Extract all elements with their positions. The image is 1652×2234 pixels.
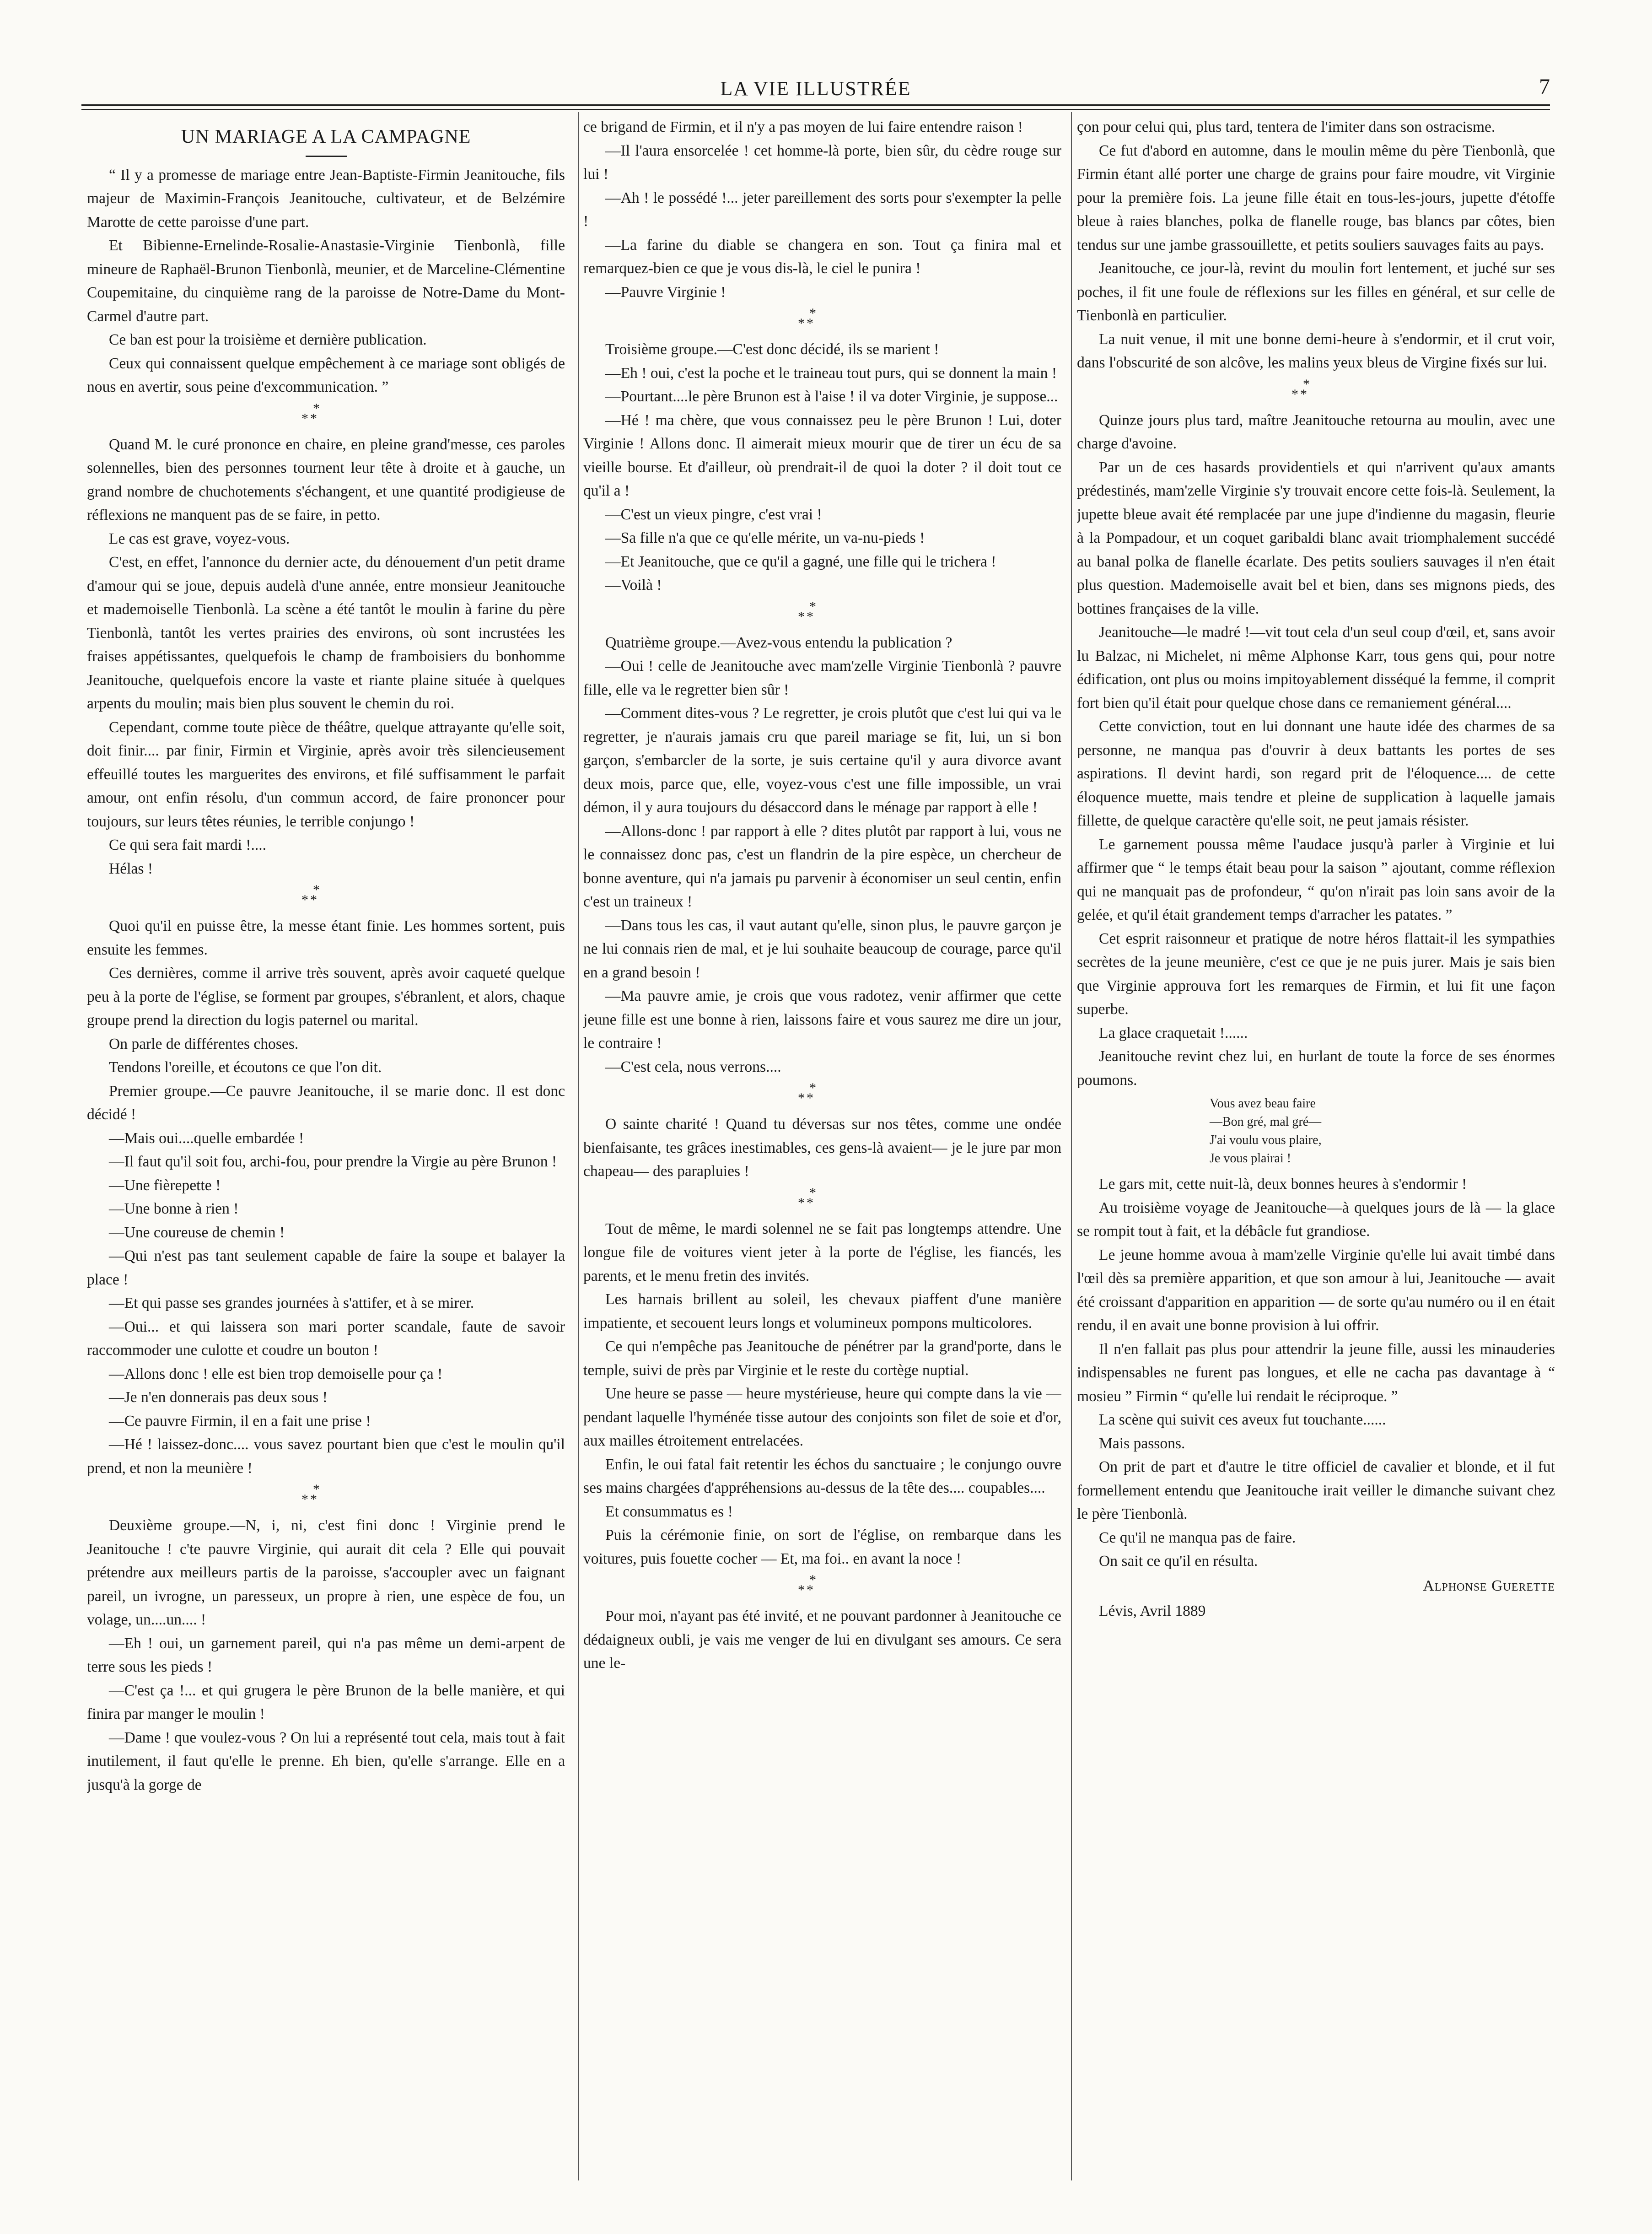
paragraph: —Sa fille n'a que ce qu'elle mérite, un va-nu-pieds !	[605, 529, 925, 546]
paragraph: —Voilà !	[605, 577, 662, 594]
paragraph: —Eh ! oui, un garnement pareil, qui n'a pas même un demi-arpent de terre sous les pieds !	[87, 1635, 565, 1675]
paragraph: —Dans tous les cas, il vaut autant qu'elle, sinon plus, le pauvre garçon je ne lui connais rien de mal, et je lui souhaite beaucoup de courage, parce qu'il en a grand besoin !	[583, 917, 1061, 981]
paragraph: Le gars mit, cette nuit-là, deux bonnes heures à s'endormir !	[1099, 1176, 1467, 1193]
paragraph: Les harnais brillent au soleil, les chevaux piaffent d'une manière impatiente, et secouent leurs longs et volumineux pompons multicolores.	[583, 1291, 1061, 1332]
separator-star: *	[1303, 376, 1312, 392]
paragraph: Le jeune homme avoua à mam'zelle Virginie qu'elle lui avait timbé dans l'œil dès sa première apparition, et que son amour à lui, Jeanitouche — avait été croissant d'apparition en apparition — de sorte qu'au numéro ou il en était rendu, il en avait une bonne provision à lui offrir.	[1077, 1246, 1555, 1334]
separator-star: *	[809, 306, 818, 321]
paragraph: Par un de ces hasards providentiels et qui n'arrivent qu'aux amants prédestinés, mam'zelle Virginie s'y trouvait encore cette fois-là. Seulement, la jupette bleue avait été remplacée par une jupe d'indienne du magasin, fleurie à la Pompadour, et un coquet garibaldi blanc avait triomphalement succédé au banal polka de flanelle écarlate. Des petits souliers sauvages il n'en était plus question. Mademoiselle avait bel et bien, dans ses mignons pieds, des bottines françaises de la ville.	[1077, 459, 1555, 617]
paragraph: La glace craquetait !......	[1099, 1024, 1248, 1041]
paragraph: —Hé ! ma chère, que vous connaissez peu le père Brunon ! Lui, doter Virginie ! Allons donc. Il aimerait mieux mourir que de tirer un écu de sa vieille bourse. Et d'ailleur, où prendrait-il de quoi la doter ? il doit tout ce qu'il a !	[583, 411, 1061, 499]
paragraph: Quatrième groupe.—Avez-vous entendu la publication ?	[605, 634, 952, 651]
separator-star: *	[310, 892, 319, 907]
paragraph: Hélas !	[109, 860, 153, 877]
separator-star: *	[798, 609, 807, 624]
paragraph: Au troisième voyage de Jeanitouche—à quelques jours de là — la glace se rompit tout à fait, et la débâcle fut grandiose.	[1077, 1199, 1555, 1240]
paragraph: Ces dernières, comme il arrive très souvent, après avoir caqueté quelque peu à la porte de l'église, se forment par groupes, s'ébranlent, et alors, chaque groupe prend la direction du logis paternel ou marital.	[87, 965, 565, 1029]
paragraph: —Je n'en donnerais pas deux sous !	[109, 1389, 328, 1406]
separator-star: *	[301, 410, 310, 426]
separator-star: *	[1300, 386, 1309, 402]
paragraph: O sainte charité ! Quand tu déversas sur nos têtes, comme une ondée bienfaisante, tes grâces inestimables, ces gens-là avaient— je le jure par mon chapeau— des parapluies !	[583, 1116, 1061, 1180]
separator-star: *	[313, 400, 322, 416]
paragraph: Jeanitouche, ce jour-là, revint du moulin fort lentement, et juché sur ses poches, il fit une foule de réflexions sur les filles en général, et sur celle de Tienbonlà en particulier.	[1077, 260, 1555, 324]
paragraph: Quand M. le curé prononce en chaire, en pleine grand'messe, ces paroles solennelles, bien des personnes tournent leur tête à droite et à gauche, un grand nombre de chuchotements s'échangent, et une quantité prodigieuse de réflexions ne manquent pas de se faire, in petto.	[87, 436, 565, 523]
separator-star: *	[809, 599, 818, 614]
separator-star: *	[807, 1195, 815, 1210]
paragraph: Le garnement poussa même l'audace jusqu'à parler à Virginie et lui affirmer que “ le temps était beau pour la saison ” ajoutant, comme réflexion qui ne manquait pas de profondeur, “ qu'on n'irait pas loin sans avoir de la gelée, et qu'il était grandement temps d'arracher les patates. ”	[1077, 836, 1555, 923]
poem-line: J'ai voulu vous plaire,	[1210, 1133, 1322, 1147]
section-separator	[583, 599, 1061, 624]
article-column-1	[87, 115, 565, 2184]
poem-line: Je vous plairai !	[1210, 1151, 1291, 1166]
paragraph: Mais passons.	[1099, 1435, 1185, 1452]
separator-star: *	[798, 316, 807, 331]
paragraph: çon pour celui qui, plus tard, tentera de l'imiter dans son ostracisme.	[1077, 119, 1496, 135]
section-separator	[87, 882, 565, 907]
separator-star: *	[809, 1080, 818, 1095]
paragraph: —C'est un vieux pingre, c'est vrai !	[605, 506, 822, 523]
paragraph: —Une coureuse de chemin !	[109, 1224, 285, 1241]
header-rule-thick	[81, 104, 1550, 106]
paragraph: Quinze jours plus tard, maître Jeanitouche retourna au moulin, avec une charge d'avoine.	[1077, 411, 1555, 452]
paragraph: Ce qu'il ne manqua pas de faire.	[1099, 1529, 1296, 1546]
paragraph: Il n'en fallait pas plus pour attendrir la jeune fille, aussi les minauderies indispensables ne furent pas longues, et elle ne cacha pas davantage à “ mosieu ” Firmin “ qu'elle lui rendait le réciproque. ”	[1077, 1340, 1555, 1405]
paragraph: —Une fièrepette !	[109, 1176, 221, 1194]
separator-star: *	[798, 1090, 807, 1106]
separator-star: *	[310, 1492, 319, 1507]
page-number: 7	[1539, 75, 1550, 99]
paragraph: Et Bibienne-Ernelinde-Rosalie-Anastasie-Virginie Tienbonlà, fille mineure de Raphaël-Brunon Tienbonlà, meunier, et de Marceline-Clémentine Coupemitaine, du cinquième rang de la paroisse de Notre-Dame du Mont-Carmel d'autre part.	[87, 237, 565, 325]
paragraph: Ceux qui connaissent quelque empêchement à ce mariage sont obligés de nous en avertir, sous peine d'excommunication. ”	[87, 355, 565, 395]
paragraph: Enfin, le oui fatal fait retentir les échos du sanctuaire ; le conjungo ouvre ses mains chargées d'appréhensions au-dessus de la tête des.... coupables....	[583, 1456, 1061, 1496]
paragraph: “ Il y a promesse de mariage entre Jean-Baptiste-Firmin Jeanitouche, fils majeur de Maximin-François Jeanitouche, cultivateur, et de Belzémire Marotte de cette paroisse d'une part.	[87, 166, 565, 231]
place-date: Lévis, Avril 1889	[1099, 1603, 1206, 1619]
paragraph: Une heure se passe — heure mystérieuse, heure qui compte dans la vie — pendant laquelle l'hyménée tisse autour des conjoints son filet de soie et d'or, aux mailles étroitement entrelacées.	[583, 1385, 1061, 1449]
paragraph: —Une bonne à rien !	[109, 1200, 239, 1217]
article-column-2	[583, 115, 1061, 2184]
title-rule	[306, 156, 347, 157]
separator-star: *	[807, 1090, 815, 1106]
poem-line: —Bon gré, mal gré—	[1210, 1115, 1322, 1129]
paragraph: —Ah ! le possédé !... jeter pareillement des sorts pour s'exempter la pelle !	[583, 189, 1061, 230]
paragraph: —Ce pauvre Firmin, il en a fait une prise !	[109, 1412, 371, 1430]
paragraph: —Et qui passe ses grandes journées à s'attifer, et à se mirer.	[109, 1295, 474, 1311]
paragraph: —Mais oui....quelle embardée !	[109, 1129, 304, 1147]
poem-line: Vous avez beau faire	[1210, 1096, 1316, 1111]
paragraph: —La farine du diable se changera en son. Tout ça finira mal et remarquez-bien ce que je vous dis-là, le ciel le punira !	[583, 236, 1061, 277]
paragraph: —Qui n'est pas tant seulement capable de faire la soupe et balayer la place !	[87, 1247, 565, 1288]
paragraph: C'est, en effet, l'annonce du dernier acte, du dénouement d'un petit drame d'amour qui se joue, depuis audelà d'une année, entre monsieur Jeanitouche et mademoiselle Tienbonlà. La scène a été tantôt le moulin à farine du père Tienbonlà, tantôt les vertes prairies des environs, où sont incrustées les fraises appétissantes, quelquefois le champ de framboisiers du bonhomme Jeanitouche, quelquefois encore la vaste et riante plaine située à quelques arpents du moulin; mais bien plus souvent le chemin du roi.	[87, 554, 565, 712]
paragraph: —Comment dites-vous ? Le regretter, je crois plutôt que c'est lui qui va le regretter, je n'aurais jamais cru que pareil mariage se fit, lui, un si bon garçon, s'embarcler de la sorte, je suis certaine qu'il y aura divorce avant deux mois, parce que, elle, voyez-vous c'est une fille impossible, un vrai démon, il y aura toujours du désaccord dans le ménage par rapport à elle !	[583, 705, 1061, 816]
separator-star: *	[809, 1572, 818, 1587]
paragraph: —C'est ça !... et qui grugera le père Brunon de la belle manière, et qui finira par manger le moulin !	[87, 1682, 565, 1722]
paragraph: Troisième groupe.—C'est donc décidé, ils se marient !	[605, 341, 939, 358]
separator-star: *	[313, 882, 322, 897]
paragraph: Et consummatus es !	[605, 1503, 733, 1520]
paragraph: Tout de même, le mardi solennel ne se fait pas longtemps attendre. Une longue file de voitures vient jeter à la porte de l'église, les fiancés, les parents, et le menu fretin des invités.	[583, 1220, 1061, 1284]
separator-star: *	[798, 1195, 807, 1210]
poem	[1210, 1095, 1555, 1168]
paragraph: On parle de différentes choses.	[109, 1035, 299, 1052]
separator-star: *	[807, 316, 815, 331]
section-separator	[583, 1572, 1061, 1597]
section-separator	[583, 1185, 1061, 1210]
paragraph: —Pauvre Virginie !	[605, 283, 726, 301]
article-title: UN MARIAGE A LA CAMPAGNE	[181, 126, 471, 147]
paragraph: —Dame ! que voulez-vous ? On lui a représenté tout cela, mais tout à fait inutilement, il faut qu'elle le prenne. Eh bien, qu'elle s'arrange. Elle en a jusqu'à la gorge de	[87, 1729, 565, 1793]
column-divider	[578, 112, 579, 2180]
paragraph: La nuit venue, il mit une bonne demi-heure à s'endormir, et il crut voir, dans l'obscurité de son alcôve, les malins yeux bleus de Virgine fixés sur lui.	[1077, 330, 1555, 371]
paragraph: Le cas est grave, voyez-vous.	[109, 530, 290, 547]
article-column-3	[1077, 115, 1555, 2184]
paragraph: On prit de part et d'autre le titre officiel de cavalier et blonde, et il fut formellement entendu que Jeanitouche irait veiller le dimanche suivant chez le père Tienbonlà.	[1077, 1458, 1555, 1522]
paragraph: Tendons l'oreille, et écoutons ce que l'on dit.	[109, 1059, 382, 1076]
separator-star: *	[809, 1185, 818, 1200]
paragraph: Cette conviction, tout en lui donnant une haute idée des charmes de sa personne, ne manqua pas d'ouvrir à deux battants les portes de ses aspirations. Il devint hardi, son regard prit de l'éloquence.... de cette éloquence muette, mais tendre et pleine de supplication à laquelle jamais fillette, de quelque caractère qu'elle soit, ne peut jamais résister.	[1077, 718, 1555, 829]
paragraph: La scène qui suivit ces aveux fut touchante......	[1099, 1411, 1386, 1428]
author-signature: Alphonse Guerette	[1423, 1577, 1555, 1594]
paragraph: —Hé ! laissez-donc.... vous savez pourtant bien que c'est le moulin qu'il prend, et non la meunière !	[87, 1436, 565, 1477]
paragraph: Ce qui sera fait mardi !....	[109, 836, 267, 853]
paragraph: —Il faut qu'il soit fou, archi-fou, pour prendre la Virgie au père Brunon !	[109, 1153, 557, 1170]
paragraph: Ce ban est pour la troisième et dernière publication.	[109, 331, 427, 348]
paragraph: Premier groupe.—Ce pauvre Jeanitouche, il se marie donc. Il est donc décidé !	[87, 1082, 565, 1123]
paragraph: Ce qui n'empêche pas Jeanitouche de pénétrer par la grand'porte, dans le temple, suivi de près par Virginie et le reste du cortège nuptial.	[583, 1338, 1061, 1379]
masthead: LA VIE ILLUSTRÉE	[720, 77, 911, 100]
separator-star: *	[798, 1582, 807, 1597]
paragraph: Puis la cérémonie finie, on sort de l'église, on rembarque dans les voitures, puis fouette cocher — Et, ma foi.. en avant la noce !	[583, 1527, 1061, 1567]
section-separator	[1077, 376, 1555, 402]
separator-star: *	[313, 1482, 322, 1497]
paragraph: —Oui ! celle de Jeanitouche avec mam'zelle Virginie Tienbonlà ? pauvre fille, elle va le regretter bien sûr !	[583, 658, 1061, 698]
section-separator	[87, 1482, 565, 1507]
column-divider	[1071, 112, 1072, 2180]
paragraph: —Oui... et qui laissera son mari porter scandale, faute de savoir raccommoder une culotte et coudre un bouton !	[87, 1318, 565, 1359]
separator-star: *	[301, 892, 310, 907]
paragraph: —Pourtant....le père Brunon est à l'aise ! il va doter Virginie, je suppose...	[605, 388, 1058, 405]
paragraph: On sait ce qu'il en résulta.	[1099, 1553, 1258, 1570]
paragraph: Cependant, comme toute pièce de théâtre, quelque attrayante qu'elle soit, doit finir.... par finir, Firmin et Virginie, après avoir très silencieusement effeuillé toutes les marguerites des environs, et filé suffisamment le parfait amour, ont enfin résolu, d'un commun accord, de faire prononcer pour toujours, sur leurs têtes réunies, le terrible conjungo !	[87, 718, 565, 830]
page-header	[81, 59, 1550, 110]
section-separator	[87, 400, 565, 426]
paragraph: —Eh ! oui, c'est la poche et le traineau tout purs, qui se donnent la main !	[605, 364, 1057, 382]
separator-star: *	[807, 1582, 815, 1597]
paragraph: Quoi qu'il en puisse être, la messe étant finie. Les hommes sortent, puis ensuite les femmes.	[87, 917, 565, 958]
paragraph: —Allons donc ! elle est bien trop demoiselle pour ça !	[109, 1365, 443, 1382]
separator-star: *	[310, 410, 319, 426]
paragraph: Cet esprit raisonneur et pratique de notre héros flattait-il les sympathies secrètes de la jeune meunière, c'est ce que je ne puis jurer. Mais je sais bien que Virginie approuva fort les remarques de Firmin, et lui fit une façon superbe.	[1077, 930, 1555, 1018]
section-separator	[583, 1080, 1061, 1106]
separator-star: *	[807, 609, 815, 624]
paragraph: —Allons-donc ! par rapport à elle ? dites plutôt par rapport à lui, vous ne le connaissez donc pas, c'est un flandrin de la pire espèce, un chercheur de bonne aventure, qui n'a jamais pu parvenir à économiser un seul centin, enfin c'est un traineux !	[583, 822, 1061, 910]
paragraph: ce brigand de Firmin, et il n'y a pas moyen de lui faire entendre raison !	[583, 119, 1023, 135]
paragraph: Pour moi, n'ayant pas été invité, et ne pouvant pardonner à Jeanitouche ce dédaigneux oubli, je vais me venger de lui en divulgant ses amours. Ce sera une le-	[583, 1608, 1061, 1672]
section-separator	[583, 306, 1061, 331]
header-rule-thin	[81, 109, 1550, 110]
paragraph: Ce fut d'abord en automne, dans le moulin même du père Tienbonlà, que Firmin étant allé porter une charge de grains pour faire moudre, vit Virginie pour la première fois. La jeune fille était en tous-les-jours, jupette d'étoffe bleue à raies blanches, polka de flanelle rouge, bas blancs par côtes, bien tendus sur une jambe grassouillette, et petits souliers sauvages faits au pays.	[1077, 142, 1555, 254]
paragraph: —Ma pauvre amie, je crois que vous radotez, venir affirmer que cette jeune fille est une bonne à rien, laissons faire et vous saurez me dire un jour, le contraire !	[583, 987, 1061, 1052]
separator-star: *	[1291, 386, 1300, 402]
paragraph: —Il l'aura ensorcelée ! cet homme-là porte, bien sûr, du cèdre rouge sur lui !	[583, 142, 1061, 183]
paragraph: Deuxième groupe.—N, i, ni, c'est fini donc ! Virginie prend le Jeanitouche ! c'te pauvre Virginie, qui aurait dit cela ? Elle qui pouvait prétendre aux meilleurs partis de la paroisse, s'accoupler avec un faignant pareil, un ivrogne, un paresseux, un propre à rien, une espèce de fou, un volage, un....un.... !	[87, 1517, 565, 1628]
paragraph: —Et Jeanitouche, que ce qu'il a gagné, une fille qui le trichera !	[605, 553, 996, 570]
separator-star: *	[301, 1492, 310, 1507]
paragraph: Jeanitouche revint chez lui, en hurlant de toute la force de ses énormes poumons.	[1077, 1048, 1555, 1089]
paragraph: Jeanitouche—le madré !—vit tout cela d'un seul coup d'œil, et, sans avoir lu Balzac, ni Michelet, ni même Alphonse Karr, tous gens qui, pour notre édification, ont plus ou moins impitoyablement disséqué la femme, il comprit fort bien qu'il était pour quelque chose dans ce remaniement général....	[1077, 624, 1555, 712]
paragraph: —C'est cela, nous verrons....	[605, 1058, 781, 1075]
